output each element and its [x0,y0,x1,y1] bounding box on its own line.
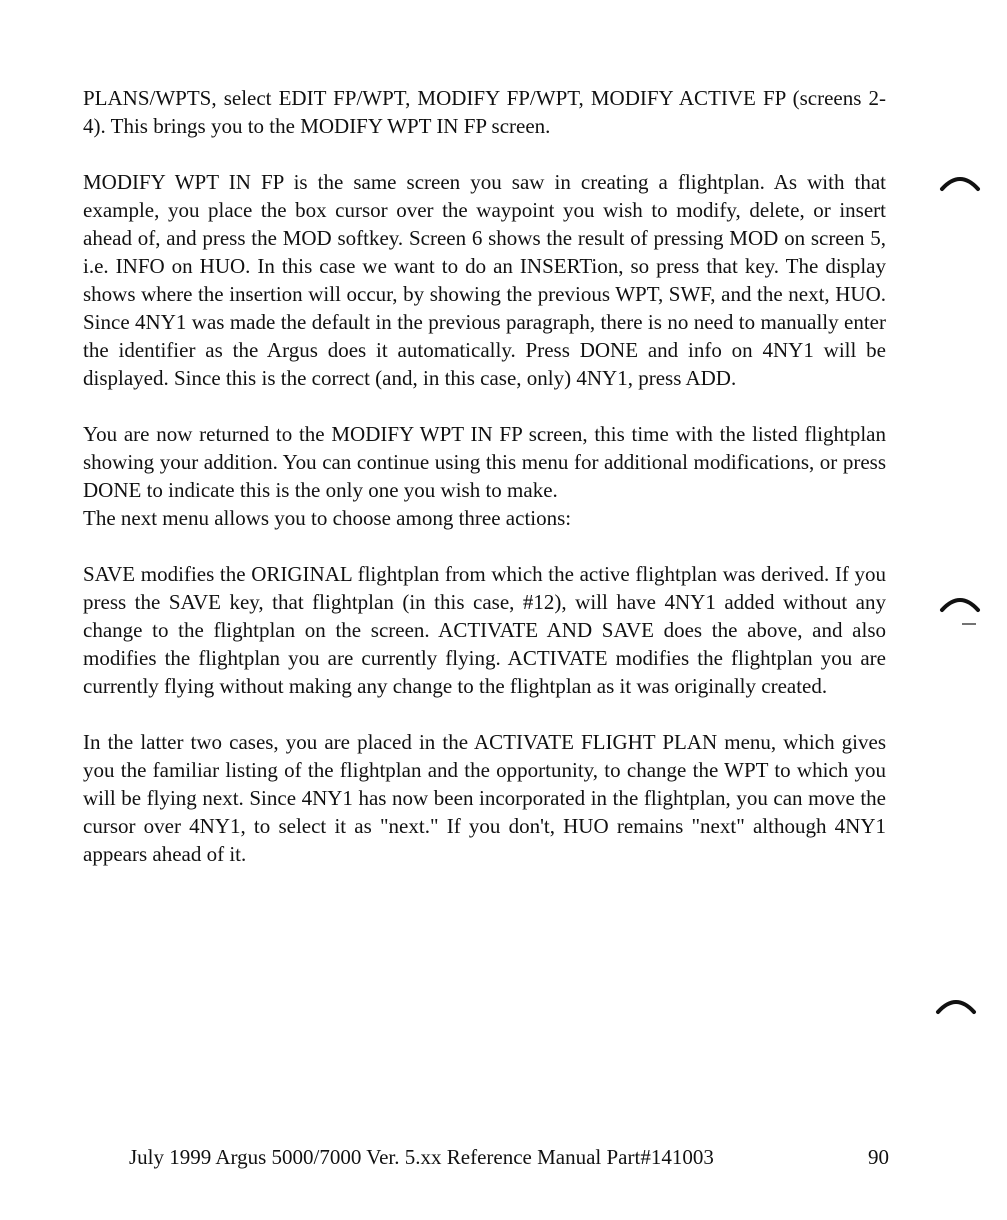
paragraph-next-menu: The next menu allows you to choose among three actions: [83,506,572,530]
binder-hole-icon [938,167,984,207]
paragraph-save: SAVE modifies the ORIGINAL flightplan from which the active flightplan was derived. If you press the SAVE key, that flightplan (in this case, #12), will have 4NY1 added without any change to the flightplan on the screen. ACTIVATE AND SAVE does the above, and also modifies the flightplan you are currently flying. ACTIVATE modifies the flightplan you are currently flying without making any change to the flightplan as it was originally created. [83,562,886,698]
binder-hole-icon [938,588,984,628]
paragraph-activate: In the latter two cases, you are placed in the ACTIVATE FLIGHT PLAN menu, which gives you the familiar listing of the flightplan and the opportunity, to change the WPT to which you will be flying next. Since 4NY1 has now been incorporated in the flightplan, you can move the cursor over 4NY1, to select it as "next." If you don't, HUO remains "next" although 4NY1 appears ahead of it. [83,730,886,866]
paragraph-modify-wpt: MODIFY WPT IN FP is the same screen you saw in creating a flightplan. As with that example, you place the box cursor over the waypoint you wish to modify, delete, or insert ahead of, and press the MOD softkey. Screen 6 shows the result of pressing MOD on screen 5, i.e. INFO on HUO. In this case we want to do an INSERTion, so press that key. The display shows where the insertion will occur, by showing the previous WPT, SWF, and the next, HUO. Since 4NY1 was made the default in the previous paragraph, there is no need to manually enter the identifier as the Argus does it automatically. Press DONE and info on 4NY1 will be displayed. Since this is the correct (and, in this case, only) 4NY1, press ADD. [83,170,886,390]
page-body [83,84,886,896]
binder-hole-icon [934,988,980,1028]
page-number: 90 [868,1145,889,1169]
paragraph-intro: PLANS/WPTS, select EDIT FP/WPT, MODIFY FP/WPT, MODIFY ACTIVE FP (screens 2-4). This brings you to the MODIFY WPT IN FP screen. [83,86,886,138]
paragraph-returned: You are now returned to the MODIFY WPT IN FP screen, this time with the listed flightplan showing your addition. You can continue using this menu for additional modifications, or press DONE to indicate this is the only one you wish to make. [83,422,886,502]
page-footer [129,1143,889,1171]
footer-text: July 1999 Argus 5000/7000 Ver. 5.xx Reference Manual Part#141003 [129,1145,714,1169]
